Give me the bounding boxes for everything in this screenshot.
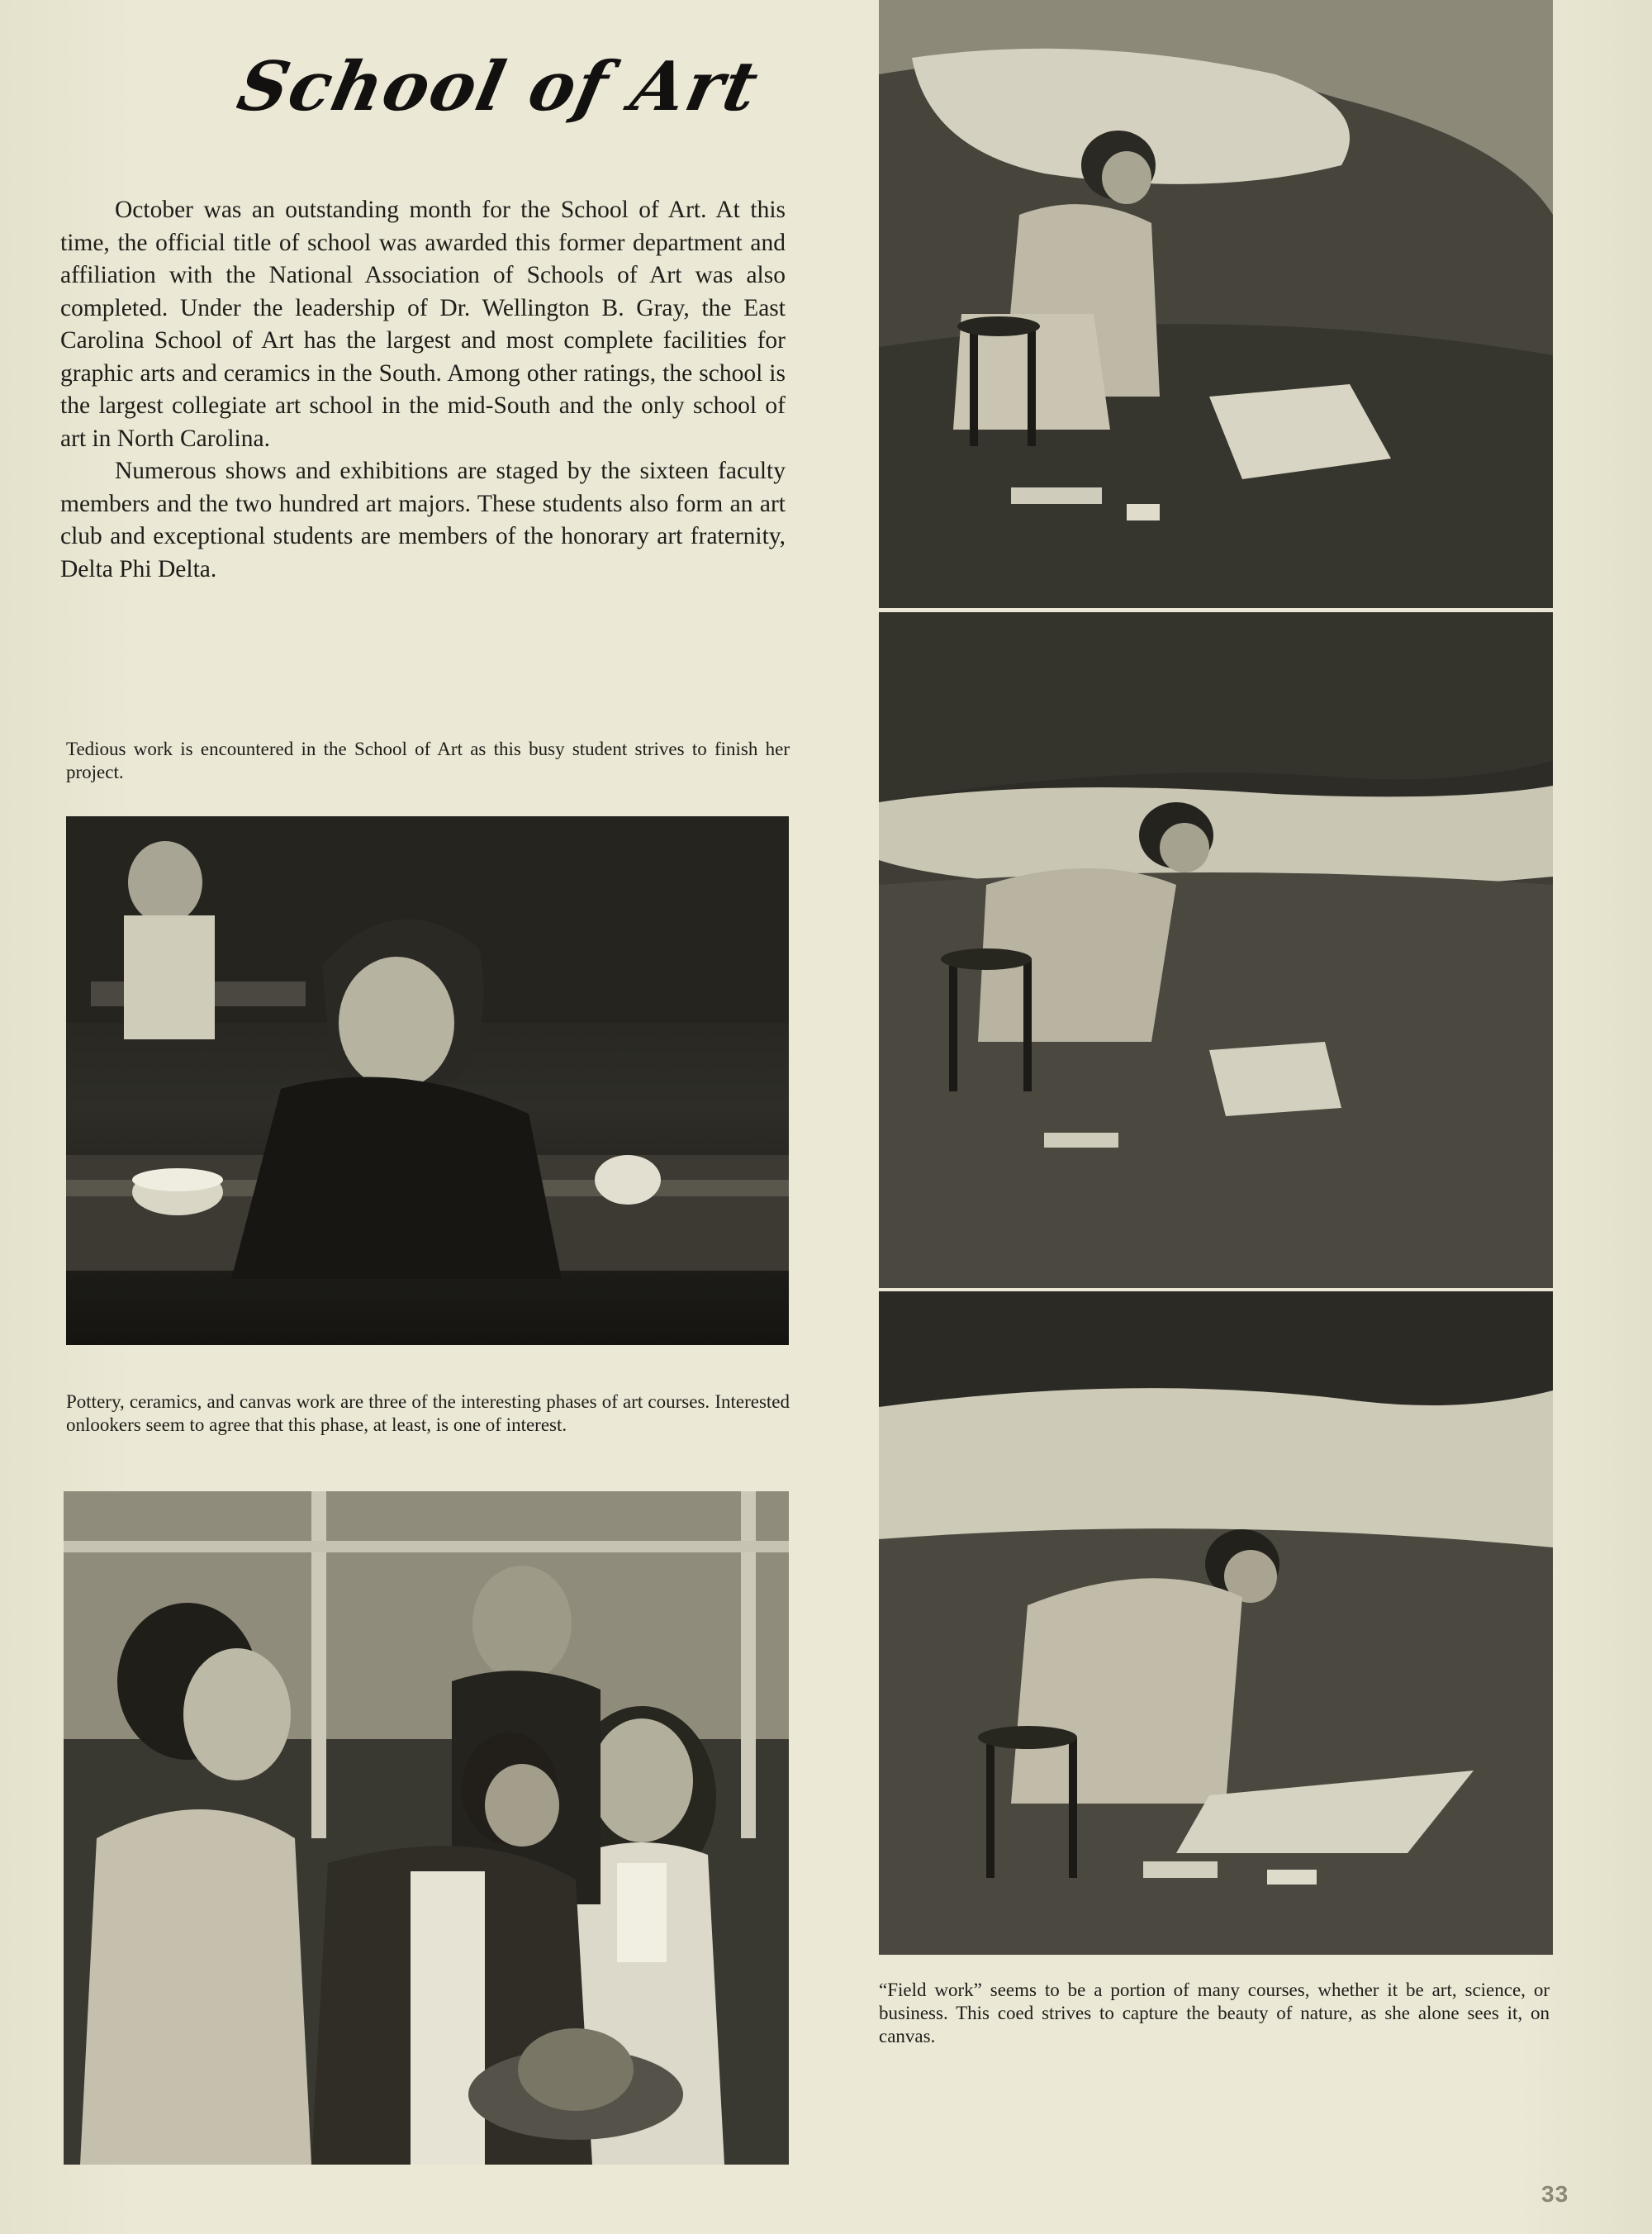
article-body bbox=[60, 194, 786, 586]
page-number: 33 bbox=[1541, 2181, 1569, 2207]
article-paragraph: October was an outstanding month for the School of Art. At this time, the official title of school was awarded this former department and affiliation with the National Association of Schools of Art was also completed. Under the leadership of Dr. Wellington B. Gray, the East Carolina School of Art has the largest and most complete facilities for graphic arts and ceramics in the South. Among other ratings, the school is the largest collegiate art school in the mid-South and the only school of art in North Carolina. bbox=[60, 197, 786, 452]
page-title: School of Art bbox=[230, 47, 767, 126]
studio-photo-caption: Tedious work is encountered in the School of Art as this busy student strives to finish her project. bbox=[66, 739, 790, 782]
field-work-photo-3 bbox=[879, 1291, 1553, 1955]
field-work-photo-2 bbox=[879, 612, 1553, 1288]
pottery-class-photo bbox=[64, 1491, 789, 2165]
pottery-photo-caption: Pottery, ceramics, and canvas work are three of the interesting phases of art courses. Interested onlookers seem to agree that this phase, at least, is one of interest. bbox=[66, 1391, 790, 1435]
field-work-caption: “Field work” seems to be a portion of many courses, whether it be art, science, or business. This coed strives to capture the beauty of nature, as she alone sees it, on canvas. bbox=[879, 1980, 1550, 2046]
article-paragraph: Numerous shows and exhibitions are staged by the sixteen faculty members and the two hundred art majors. These students also form an art club and exceptional students are members of the honorary art fraternity, Delta Phi Delta. bbox=[60, 458, 786, 582]
field-work-photo-1 bbox=[879, 0, 1553, 608]
studio-student-photo bbox=[66, 816, 789, 1345]
